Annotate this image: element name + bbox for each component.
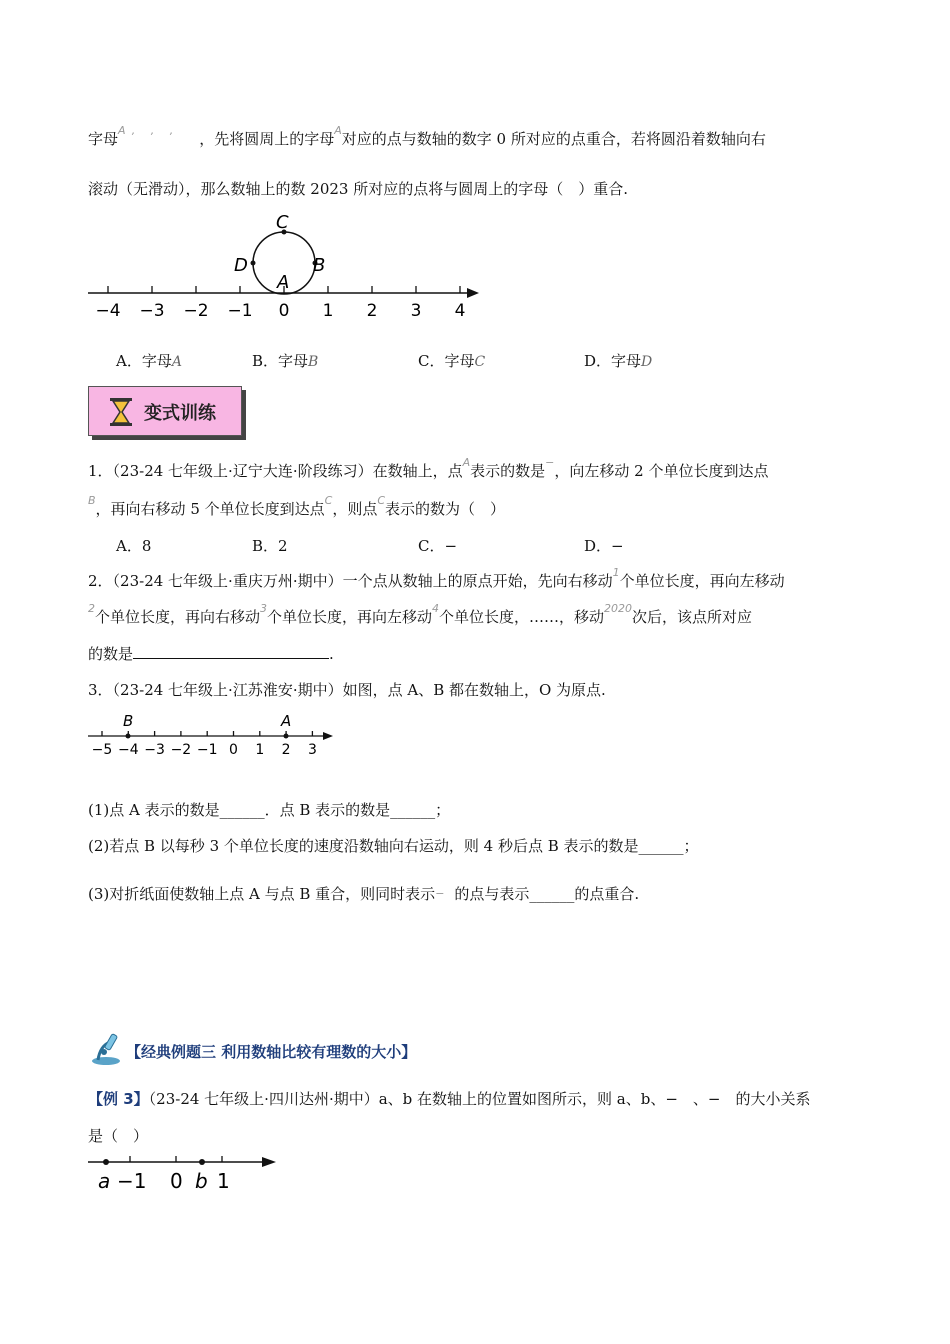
badge-label: 变式训练 — [144, 403, 216, 424]
option-key: D．字母 — [584, 352, 642, 370]
q1-option-b: B．2 — [252, 537, 288, 555]
option-c — [418, 350, 485, 371]
tick-label: −2 — [170, 742, 192, 758]
ex3-label: 【例 3】 — [88, 1090, 149, 1108]
q2-line-3 — [88, 643, 334, 664]
q3-text: 的点与表示______的点重合. — [454, 885, 640, 903]
q2-answer-blank[interactable] — [133, 644, 329, 659]
q1-sup-c: C — [377, 494, 386, 507]
intro-line-2: 滚动（无滑动），那么数轴上的数 2023 所对应的点将与圆周上的字母（ ）重合. — [88, 180, 628, 198]
tick-label: −4 — [95, 301, 121, 321]
axis-arrow — [323, 732, 333, 740]
q1-line-1 — [88, 456, 769, 481]
q2-text: 个单位长度，……，移动 — [439, 608, 605, 626]
q1-text: ，向左移动 2 个单位长度到达点 — [554, 462, 769, 480]
circle-label-c: C — [276, 212, 289, 233]
intro-text: 字母 — [88, 130, 119, 148]
option-b — [252, 350, 318, 371]
intro-sup-letters: A, , , — [118, 124, 180, 137]
circle-label-a: A — [277, 272, 290, 293]
ex3-text: （23-24 七年级上·四川达州·期中）a、b 在数轴上的位置如图所示，则 a、b、− 、− 的大小关系 — [148, 1090, 811, 1108]
option-key: B．字母 — [252, 352, 309, 370]
tick-label: 1 — [322, 301, 334, 321]
label-0: 0 — [170, 1169, 183, 1193]
label-b: B — [123, 712, 134, 730]
circle-point-d — [251, 261, 256, 266]
tick-label: 2 — [281, 742, 291, 758]
tick-label: −1 — [196, 742, 218, 758]
q2-sup-1: 1 — [612, 566, 620, 579]
q1-sup-a: A — [462, 456, 471, 469]
option-value: D — [641, 354, 653, 370]
q1-option-d: D．− — [584, 537, 624, 555]
q3-text: （23-24 七年级上·江苏淮安·期中）如图，点 A、B 都在数轴上，O 为原点. — [112, 681, 606, 699]
tick-label: −1 — [227, 301, 253, 321]
section-title — [90, 1032, 490, 1068]
tick-label: 4 — [454, 301, 466, 321]
label-neg1: −1 — [117, 1169, 147, 1193]
intro-text: 对应的点与数轴的数字 0 所对应的点重合，若将圆沿着数轴向右 — [341, 130, 766, 148]
option-d — [584, 350, 652, 371]
q3-number: 3． — [88, 681, 113, 699]
tick-label: −4 — [117, 742, 139, 758]
option-value: B — [308, 354, 319, 370]
q1-option-c: C．− — [418, 537, 458, 555]
axis-arrow — [262, 1157, 276, 1167]
q2-line-2 — [88, 602, 753, 627]
q2-text: （23-24 七年级上·重庆万州·期中）一个点从数轴上的原点开始，先向右移动 — [112, 572, 613, 590]
q1-option-a: A．8 — [116, 537, 152, 555]
q1-number: 1． — [88, 462, 113, 480]
q2-text: . — [329, 645, 334, 663]
intro-text: ，先将圆周上的字母 — [199, 130, 335, 148]
tick-label: 0 — [229, 742, 238, 758]
q3-line-1 — [88, 679, 606, 700]
number-line-circle-figure — [84, 208, 484, 328]
ex3-line-2: 是（ ） — [88, 1127, 149, 1145]
label-a: a — [98, 1169, 111, 1193]
tick-label: −2 — [183, 301, 209, 321]
option-key: C．字母 — [418, 352, 475, 370]
q1-line-2 — [88, 494, 506, 519]
point-a — [103, 1159, 109, 1165]
q1-sup-c: C — [324, 494, 333, 507]
q1-text: 表示的数是 — [470, 462, 546, 480]
point-a — [284, 734, 289, 739]
label-a: A — [281, 712, 292, 730]
circle-label-d: D — [234, 255, 248, 276]
q2-text: 次后，该点所对应 — [632, 608, 753, 626]
q3-number-line-figure — [84, 706, 344, 762]
label-b: b — [195, 1169, 208, 1193]
q2-number: 2． — [88, 572, 113, 590]
axis-arrow — [467, 288, 479, 298]
q1-text: ，则点 — [332, 500, 378, 518]
q2-sup-4: 4 — [432, 602, 440, 615]
tick-label: −3 — [139, 301, 165, 321]
q3-fraction: − — [435, 887, 445, 900]
q2-text: 个单位长度，再向左移动 — [619, 572, 785, 590]
intro-line-1 — [88, 124, 766, 149]
point-b — [126, 734, 131, 739]
q1-sup-neg: − — [545, 456, 555, 469]
q2-sup-2: 2 — [88, 602, 95, 615]
q3-part-3 — [88, 883, 639, 904]
q2-sup-3: 3 — [260, 602, 268, 615]
option-value: A — [171, 354, 182, 370]
circle-label-b: B — [313, 255, 326, 276]
tick-label: 2 — [366, 301, 378, 321]
q3-text: (3)对折纸面使数轴上点 A 与点 B 重合，则同时表示 — [88, 885, 436, 903]
q1-text: 表示的数为（ ） — [385, 500, 506, 518]
point-b — [199, 1159, 205, 1165]
q1-text: （23-24 七年级上·辽宁大连·阶段练习）在数轴上，点 — [112, 462, 463, 480]
tick-label: 0 — [278, 301, 290, 321]
q2-text: 的数是 — [88, 645, 134, 663]
q2-line-1 — [88, 566, 785, 591]
tick-label: −5 — [91, 742, 113, 758]
q2-text: 个单位长度，再向右移动 — [95, 608, 261, 626]
q3-part-2: (2)若点 B 以每秒 3 个单位长度的速度沿数轴向右运动，则 4 秒后点 B 表示的数是______； — [88, 837, 699, 855]
variant-training-badge — [88, 386, 246, 440]
option-value: C — [474, 354, 486, 370]
hourglass-icon — [108, 397, 134, 427]
q2-sup-2020: 2020 — [604, 602, 633, 615]
option-a — [116, 350, 182, 371]
q3-part-1: (1)点 A 表示的数是______．点 B 表示的数是______； — [88, 801, 451, 819]
ex3-line-1 — [88, 1088, 811, 1109]
section-title-text: 【经典例题三 利用数轴比较有理数的大小】 — [126, 1043, 417, 1061]
tick-label: −3 — [144, 742, 165, 758]
option-key: A．字母 — [116, 352, 172, 370]
tick-label: 1 — [255, 742, 265, 758]
q1-sup-b: B — [88, 494, 96, 507]
microscope-icon — [90, 1032, 126, 1066]
q1-text: ，再向右移动 5 个单位长度到达点 — [95, 500, 325, 518]
tick-label: 3 — [410, 301, 422, 321]
tick-label: 3 — [307, 742, 317, 758]
ex3-number-line-figure — [84, 1150, 294, 1196]
intro-sup-a: A — [334, 124, 342, 137]
q2-text: 个单位长度，再向左移动 — [267, 608, 433, 626]
label-1: 1 — [217, 1169, 230, 1193]
